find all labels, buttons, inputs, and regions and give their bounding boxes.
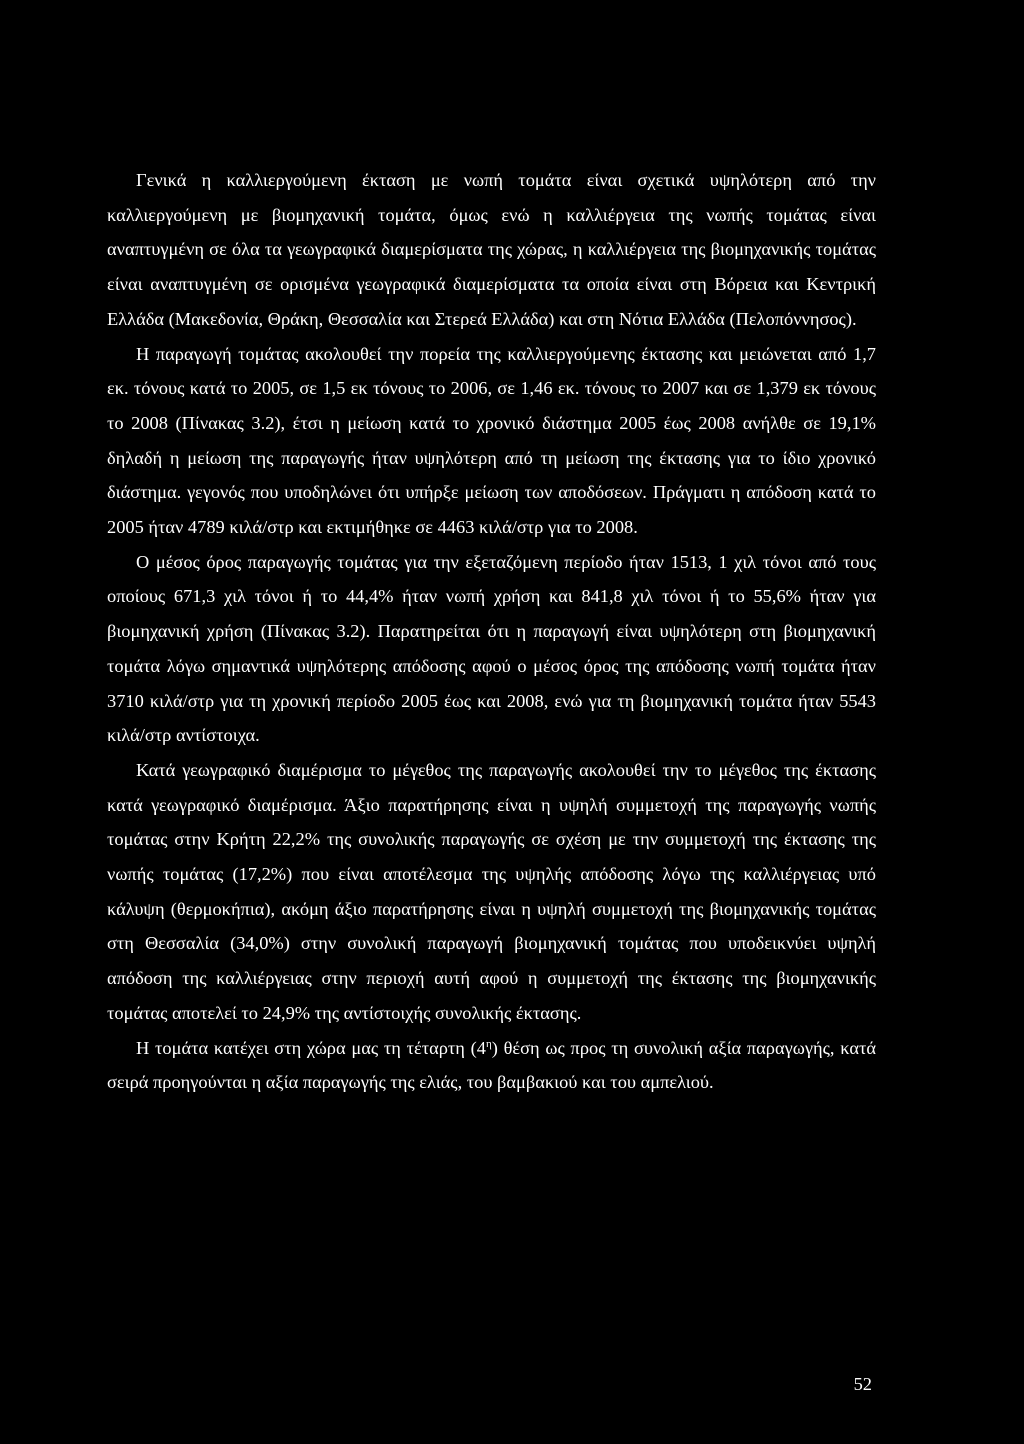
- paragraph-3: Ο μέσος όρος παραγωγής τομάτας για την εξεταζόμενη περίοδο ήταν 1513, 1 χιλ τόνοι από τους οποίους 671,3 χιλ τόνοι ή το 44,4% ήταν νωπή χρήση και 841,8 χιλ τόνοι ή το 55,6% ήταν για βιομηχανική χρήση (Πίνακας 3.2). Παρατηρείται ότι η παραγωγή είναι υψηλότερη στη βιομηχανική τομάτα λόγω σημαντικά υψηλότερης απόδοσης αφού ο μέσος όρος της απόδοσης νωπή τομάτα ήταν 3710 κιλά/στρ για τη χρονική περίοδο 2005 έως και 2008, ενώ για τη βιομηχανική τομάτα ήταν 5543 κιλά/στρ αντίστοιχα.: [107, 551, 876, 746]
- paragraph-5-end: ) θέση ως προς τη συνολική αξία παραγωγής, κατά σειρά προηγούνται η αξία παραγωγής της ελιάς, του βαμβακιού και του αμπελιού.: [107, 1037, 876, 1093]
- paragraph-1: Γενικά η καλλιεργούμενη έκταση με νωπή τομάτα είναι σχετικά υψηλότερη από την καλλιεργούμενη με βιομηχανική τομάτα, όμως ενώ η καλλιέργεια της νωπής τομάτας είναι αναπτυγμένη σε όλα τα γεωγραφικά διαμερίσματα της χώρας, η καλλιέργεια της βιομηχανικής τομάτας είναι αναπτυγμένη σε ορισμένα γεωγραφικά διαμερίσματα τα οποία είναι στη Βόρεια και Κεντρική Ελλάδα (Μακεδονία, Θράκη, Θεσσαλία και Στερεά Ελλάδα) και στη Νότια Ελλάδα (Πελοπόννησος).: [107, 170, 876, 329]
- ordinal-superscript: η: [485, 1037, 492, 1050]
- paragraph-5: [107, 1031, 876, 1100]
- paragraph-2: Η παραγωγή τομάτας ακολουθεί την πορεία της καλλιεργούμενης έκτασης και μειώνεται από 1,7 εκ. τόνους κατά το 2005, σε 1,5 εκ τόνους το 2006, σε 1,46 εκ. τόνους το 2007 και σε 1,379 εκ τόνους το 2008 (Πίνακας 3.2), έτσι η μείωση κατά το χρονικό διάστημα 2005 έως 2008 ανήλθε σε 19,1% δηλαδή η μείωση της παραγωγής ήταν υψηλότερη από τη μείωση της έκτασης για το ίδιο χρονικό διάστημα. γεγονός που υποδηλώνει ότι υπήρξε μείωση των αποδόσεων. Πράγματι η απόδοση κατά το 2005 ήταν 4789 κιλά/στρ και εκτιμήθηκε σε 4463 κιλά/στρ για το 2008.: [107, 343, 876, 538]
- paragraph-4: Κατά γεωγραφικό διαμέρισμα το μέγεθος της παραγωγής ακολουθεί την το μέγεθος της έκτασης κατά γεωγραφικό διαμέρισμα. Άξιο παρατήρησης είναι η υψηλή συμμετοχή της παραγωγής νωπής τομάτας στην Κρήτη 22,2% της συνολικής παραγωγής σε σχέση με την συμμετοχή της έκτασης της νωπής τομάτας (17,2%) που είναι αποτέλεσμα της υψηλής απόδοσης λόγω της καλλιέργειας υπό κάλυψη (θερμοκήπια), ακόμη άξιο παρατήρησης είναι η υψηλή συμμετοχή της βιομηχανικής τομάτας στη Θεσσαλία (34,0%) στην συνολική παραγωγή βιομηχανική τομάτας που υποδεικνύει υψηλή απόδοση της καλλιέργειας στην περιοχή αυτή αφού η συμμετοχή της έκτασης της βιομηχανικής τομάτας αποτελεί το 24,9% της αντίστοιχής συνολικής έκτασης.: [107, 759, 876, 1023]
- body-text: [107, 163, 876, 1100]
- page-number: 52: [853, 1374, 872, 1394]
- paragraph-5-start: Η τομάτα κατέχει στη χώρα μας τη τέταρτη (4: [136, 1037, 486, 1058]
